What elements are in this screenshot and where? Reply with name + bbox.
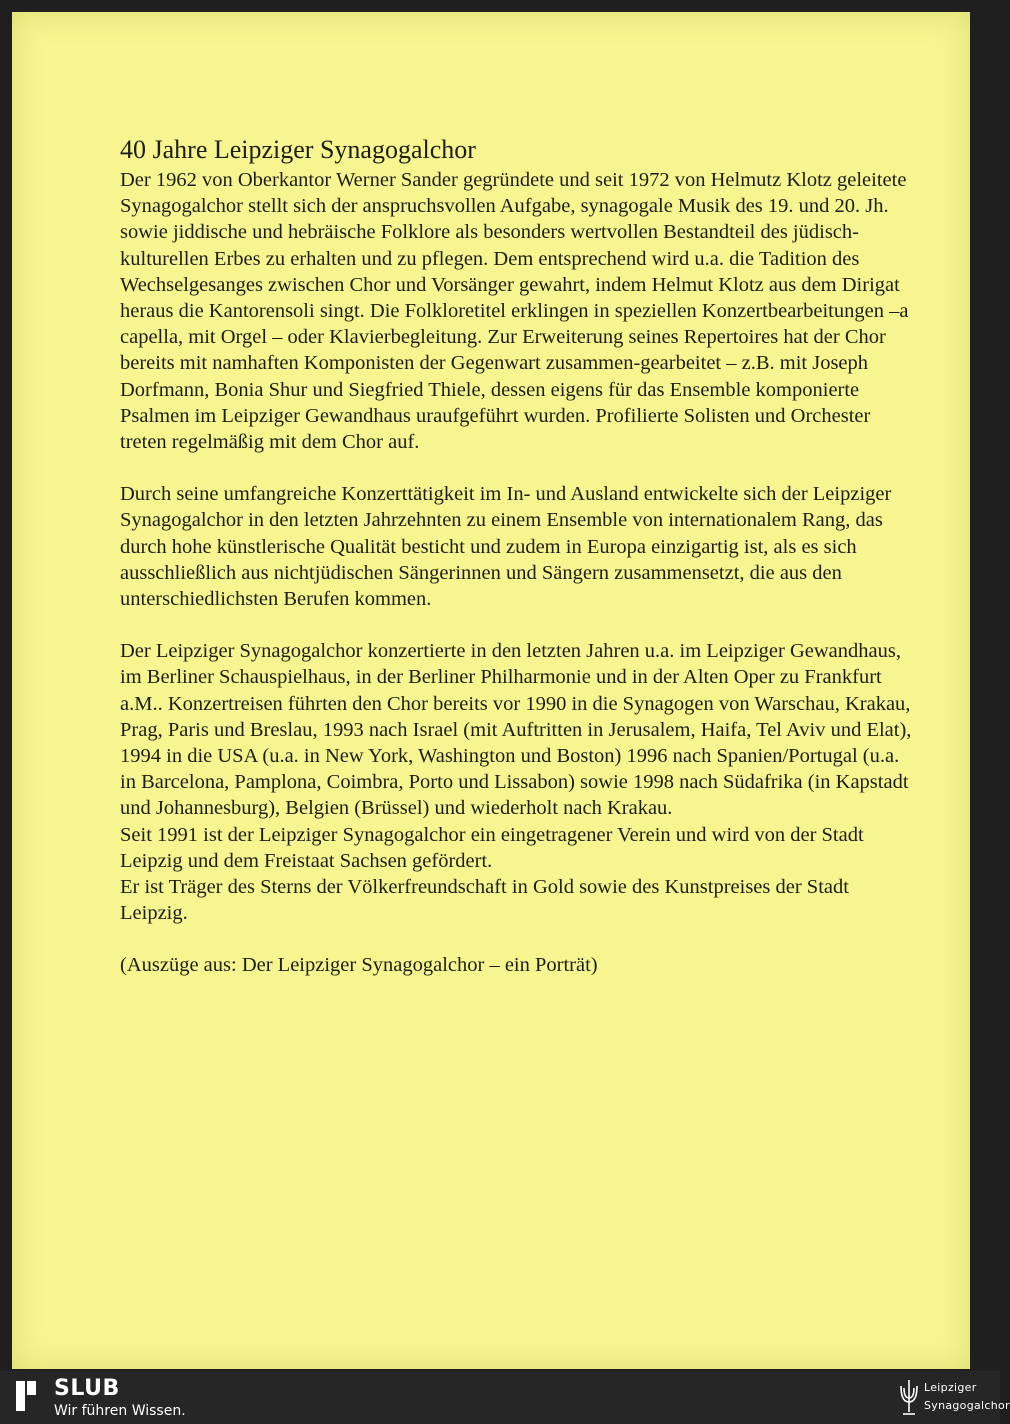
partner-name-line2: Synagogalchor — [924, 1399, 1010, 1412]
paragraph-awards: Er ist Träger des Sterns der Völkerfreundschaft in Gold sowie des Kunstpreises der Stadt Leipzig. — [120, 876, 849, 925]
slub-brand[interactable]: SLUB — [54, 1376, 120, 1401]
slub-tagline: Wir führen Wissen. — [54, 1403, 186, 1419]
paragraph-concerts: Der Leipziger Synagogalchor konzertierte in den letzten Jahren u.a. im Leipziger Gewandhaus, im Berliner Schauspielhaus, in der Berliner Philharmonie und in der Alten Oper zu Frankfurt a.M.. Konzertreisen führten den Chor bereits vor 1990 in die Synagogen von Warschau, Krakau, Prag, Paris und Breslau, 1993 nach Israel (mit Auftritten in Jerusalem, Haifa, Tel Aviv und Elat), 1994 in die USA (u.a. in New York, Washington und Boston) 1996 nach Spanien/Portugal (u.a. in Barcelona, Pamplona, Coimbra, Porto und Lissabon) sowie 1998 nach Südafrika (in Kapstadt und Johannesburg), Belgien (Brüssel) und wiederholt nach Krakau. — [120, 640, 912, 820]
paragraph-association: Seit 1991 ist der Leipziger Synagogalchor ein eingetragener Verein und wird von der Stadt Leipzig und dem Freistaat Sachsen gefördert. — [120, 823, 864, 872]
document-sheet — [12, 12, 970, 1369]
footer-bar — [0, 1371, 1010, 1424]
paragraph-reputation: Durch seine umfangreiche Konzerttätigkeit im In- und Ausland entwickelte sich der Leipziger Synagogalchor in den letzten Jahrzehnten zu einem Ensemble von internationalem Rang, das durch hohe künstlerische Qualität besticht und zudem in Europa einzigartig ist, als es sich ausschließlich aus nichtjüdischen Sängerinnen und Sängern zusammensetzt, die aus den unterschiedlichsten Berufen kommen. — [120, 483, 892, 611]
partner-name-line1: Leipziger — [924, 1381, 977, 1394]
paragraph-source: (Auszüge aus: Der Leipziger Synagogalchor – ein Porträt) — [120, 954, 598, 977]
document-body — [120, 135, 920, 979]
paragraph-history: Der 1962 von Oberkantor Werner Sander gegründete und seit 1972 von Helmutz Klotz geleitete Synagogalchor stellt sich der anspruchsvollen Aufgabe, synagogale Musik des 19. und 20. Jh. sowie jiddische und hebräische Folklore als besonders wertvollen Bestandteil des jüdisch-kulturellen Erbes zu erhalten und zu pflegen. Dem entsprechend wird u.a. die Tadition des Wechselgesanges zwischen Chor und Vorsänger gewahrt, indem Helmut Klotz aus dem Dirigat heraus die Kantorensoli singt. Die Folkloretitel erklingen in speziellen Konzertbearbeitungen –a capella, mit Orgel – oder Klavierbegleitung. Zur Erweiterung seines Repertoires hat der Chor bereits mit namhaften Komponisten der Gegenwart zusammen-gearbeitet – z.B. mit Joseph Dorfmann, Bonia Shur und Siegfried Thiele, dessen eigens für das Ensemble komponierte Psalmen im Leipziger Gewandhaus uraufgeführt wurden. Profilierte Solisten und Orchester treten regelmäßig mit dem Chor auf. — [120, 169, 909, 454]
slub-logo-icon — [14, 1377, 42, 1415]
document-title: 40 Jahre Leipziger Synagogalchor — [120, 135, 476, 164]
choir-menorah-icon — [896, 1376, 922, 1418]
